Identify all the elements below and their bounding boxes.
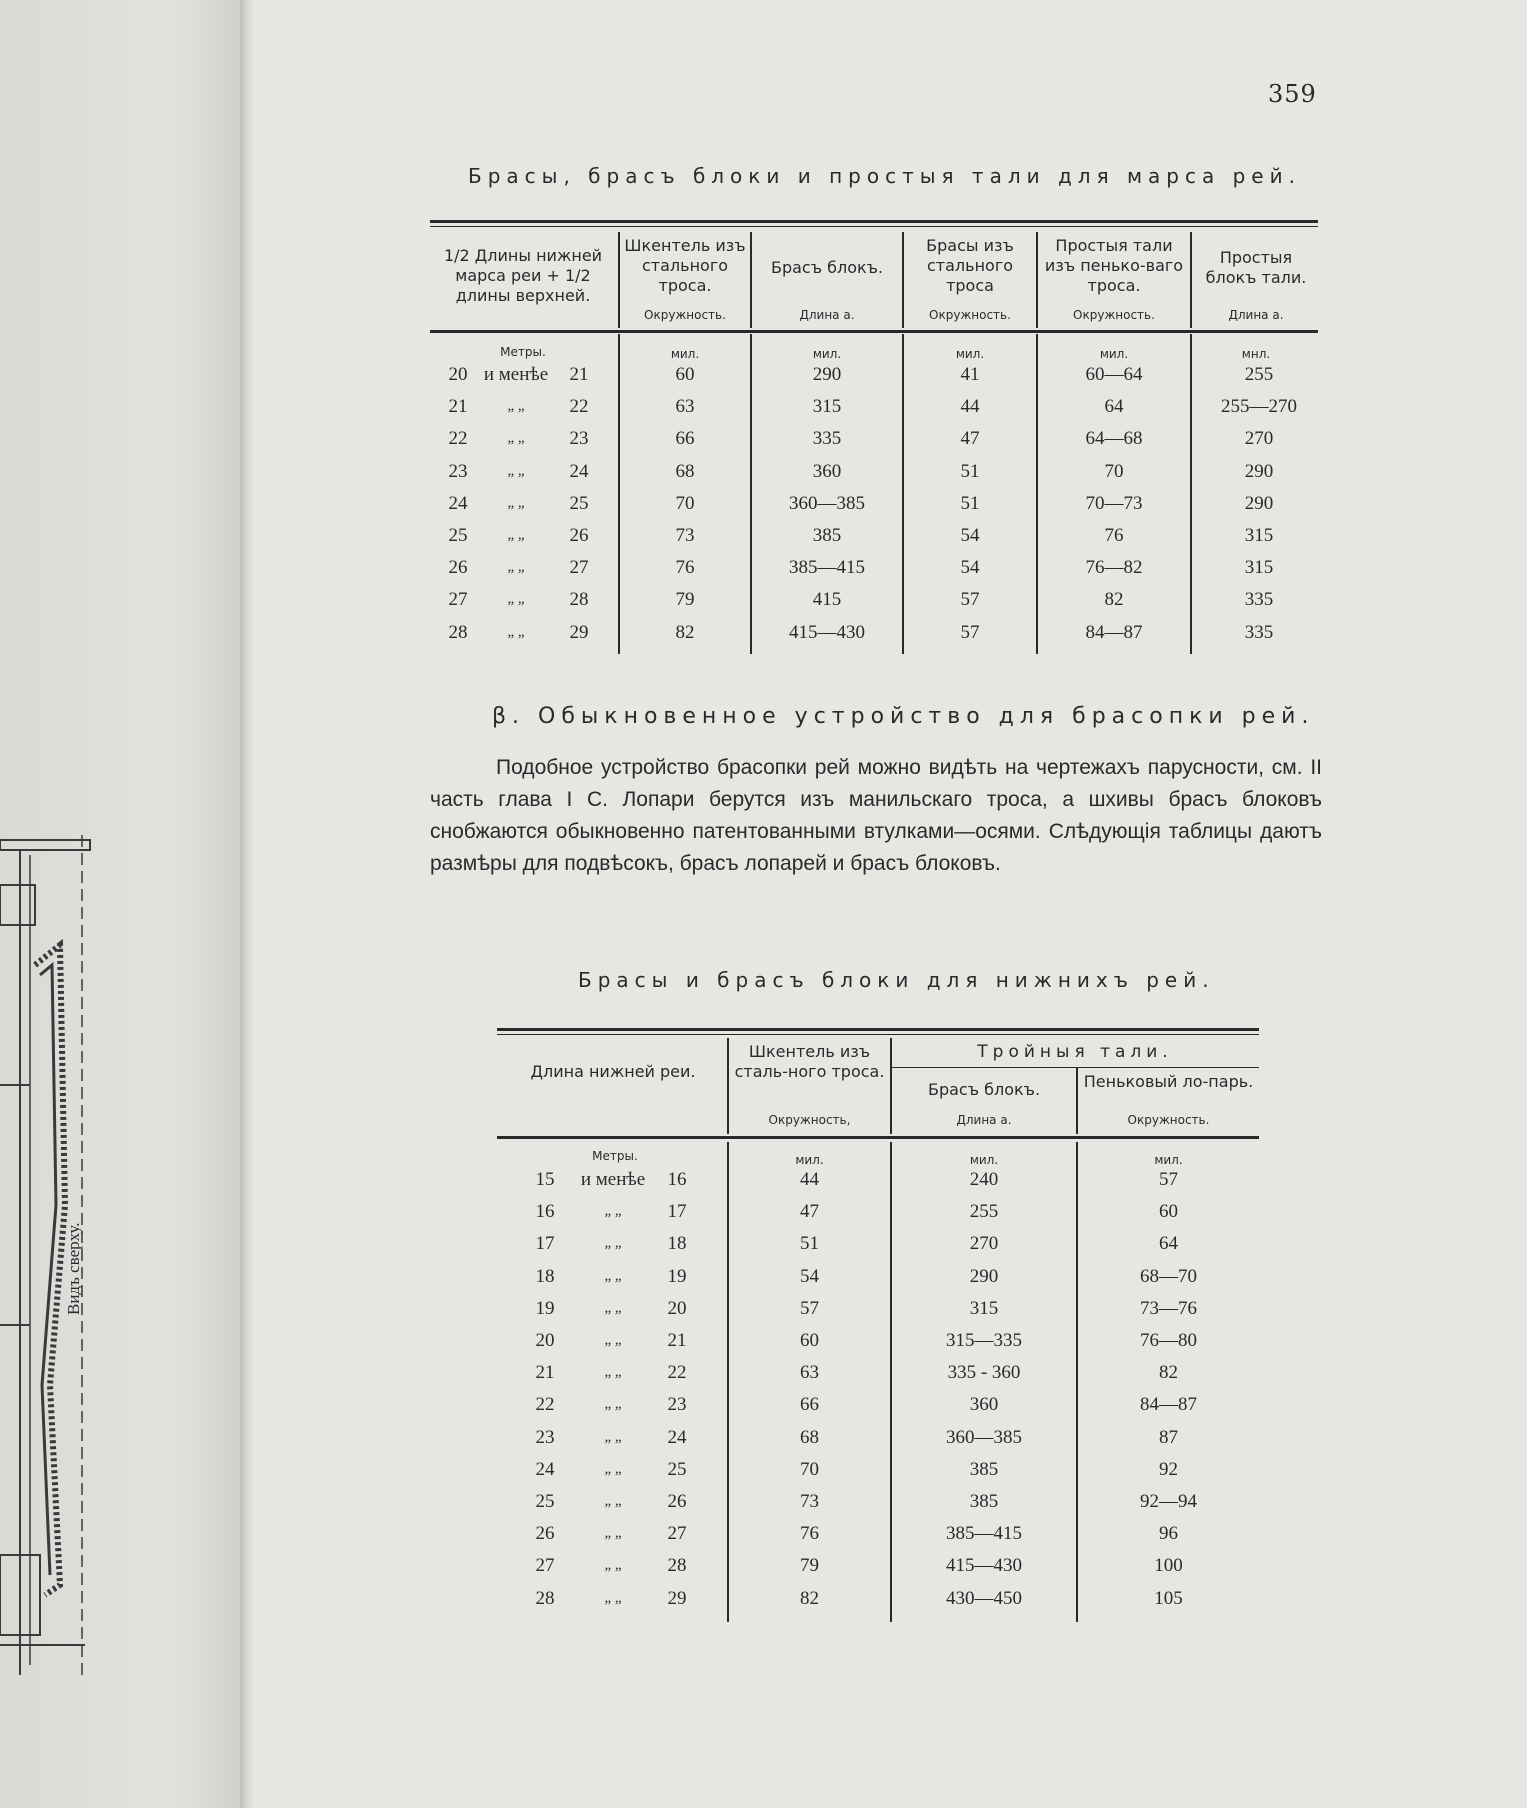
bras-block-cell: 360 (812, 461, 842, 482)
t1-header-2: Брасъ блокъ. (770, 258, 884, 277)
t1-header-3: Брасы изъ стального троса (926, 236, 1014, 295)
range-to-cell: 16 (667, 1169, 687, 1190)
range-from-cell: 24 (448, 493, 468, 514)
lopar-cell: 92—94 (1140, 1491, 1197, 1512)
shkentel-cell: 60 (675, 364, 695, 385)
range-to-cell: 19 (667, 1266, 687, 1287)
range-from-cell: 16 (535, 1201, 555, 1222)
shkentel-cell: 70 (800, 1459, 819, 1480)
tali-cell: 64 (1104, 396, 1124, 417)
tali-cell: 70 (1104, 461, 1124, 482)
shkentel-cell: 82 (800, 1588, 819, 1609)
range-from-cell: 26 (535, 1523, 555, 1544)
t2-header-0: Длина нижней реи. (530, 1062, 696, 1081)
range-to-cell: 24 (667, 1427, 687, 1448)
shkentel-cell: 60 (800, 1330, 819, 1351)
t2-unit-3: мил. (1154, 1153, 1183, 1167)
shkentel-cell: 44 (800, 1169, 819, 1190)
bras-block-cell: 335 - 360 (947, 1362, 1021, 1383)
range-mid-cell: „ „ (507, 398, 525, 414)
t1-header-0: 1/2 Длины нижней марса реи + 1/2 длины верхней. (443, 246, 603, 305)
range-from-cell: 20 (448, 364, 468, 385)
brasy-cell: 54 (960, 557, 980, 578)
lopar-cell: 100 (1154, 1555, 1183, 1576)
brasy-cell: 44 (960, 396, 980, 417)
tali-cell: 64—68 (1085, 428, 1143, 449)
range-from-cell: 23 (448, 461, 468, 482)
tali-block-cell: 255—270 (1221, 396, 1297, 417)
t1-sub-1: Окружность. (644, 308, 726, 322)
range-to-cell: 26 (569, 525, 589, 546)
shkentel-cell: 79 (675, 589, 695, 610)
shkentel-cell: 82 (675, 622, 695, 643)
range-from-cell: 19 (535, 1298, 555, 1319)
brasy-cell: 57 (960, 589, 980, 610)
lopar-cell: 87 (1159, 1427, 1178, 1448)
book-fold (240, 0, 254, 1808)
shkentel-cell: 66 (800, 1394, 819, 1415)
t1-sub-5: Длина a. (1228, 308, 1284, 322)
range-to-cell: 27 (667, 1523, 687, 1544)
bras-block-cell: 415—430 (789, 622, 865, 643)
technical-drawing-fragment (0, 825, 100, 1685)
range-to-cell: 23 (569, 428, 589, 449)
brasy-cell: 54 (960, 525, 980, 546)
tali-block-cell: 335 (1244, 622, 1274, 643)
table2-group-rule (891, 1067, 1259, 1068)
table2-top-rule (497, 1028, 1259, 1031)
bras-block-cell: 415—430 (946, 1555, 1022, 1576)
shkentel-cell: 57 (800, 1298, 819, 1319)
shkentel-cell: 79 (800, 1555, 819, 1576)
range-mid-cell: „ „ (604, 1590, 622, 1606)
range-from-cell: 17 (535, 1233, 555, 1254)
range-from-cell: 24 (535, 1459, 555, 1480)
t2-header-2: Брасъ блокъ. (927, 1080, 1041, 1099)
range-to-cell: 17 (667, 1201, 687, 1222)
bras-block-cell: 430—450 (946, 1588, 1022, 1609)
t1-unit-1: мил. (670, 347, 700, 361)
shkentel-cell: 47 (800, 1201, 819, 1222)
bras-block-cell: 315 (812, 396, 842, 417)
range-to-cell: 26 (667, 1491, 687, 1512)
range-to-cell: 22 (569, 396, 589, 417)
table1-top-rule (430, 220, 1318, 223)
t1-header-5: Простыя блокъ тали. (1205, 248, 1307, 287)
bras-block-cell: 415 (812, 589, 842, 610)
brasy-cell: 51 (960, 493, 980, 514)
range-mid-cell: „ „ (507, 624, 525, 640)
range-mid-cell: „ „ (604, 1364, 622, 1380)
bras-block-cell: 385—415 (946, 1523, 1022, 1544)
body-paragraph (430, 752, 1322, 880)
bras-block-cell: 385 (812, 525, 842, 546)
bras-block-cell: 385 (969, 1459, 999, 1480)
shkentel-cell: 73 (800, 1491, 819, 1512)
shkentel-cell: 76 (675, 557, 695, 578)
shkentel-cell: 68 (675, 461, 695, 482)
bras-block-cell: 335 (812, 428, 842, 449)
range-mid-cell: „ „ (507, 559, 525, 575)
range-mid-cell: „ „ (604, 1461, 622, 1477)
tali-block-cell: 270 (1244, 428, 1274, 449)
t1-unit-0: Метры. (500, 345, 546, 359)
section-heading: β. Обыкновенное устройство для брасопки рей. (492, 704, 1315, 729)
t1-header-1: Шкентель изъ стального троса. (624, 236, 746, 295)
t2-sub-2: Длина a. (956, 1113, 1012, 1127)
shkentel-cell: 63 (800, 1362, 819, 1383)
t2-unit-1: мил. (795, 1153, 824, 1167)
shkentel-cell: 76 (800, 1523, 819, 1544)
range-to-cell: 28 (667, 1555, 687, 1576)
bras-block-cell: 255 (969, 1201, 999, 1222)
range-mid-cell: и менѣе (483, 364, 549, 385)
body-paragraph-text: Подобное устройство брасопки рей можно видѣть на чертежахъ парусности, см. II часть глава I С. Лопари берутся изъ манильскаго троса, а шхивы брасъ блоковъ снобжаются обыкновенно патентованными втулками—осями. Слѣдующія таблицы даютъ размѣры для подвѣсокъ, брасъ лопарей и брасъ блоковъ. (430, 756, 1322, 875)
tali-cell: 76 (1104, 525, 1124, 546)
brasy-cell: 41 (960, 364, 980, 385)
range-mid-cell: „ „ (604, 1429, 622, 1445)
tali-block-cell: 290 (1244, 493, 1274, 514)
drawing-caption: Видъ сверху. (64, 1222, 83, 1315)
range-mid-cell: „ „ (604, 1332, 622, 1348)
range-to-cell: 18 (667, 1233, 687, 1254)
t1-sub-3: Окружность. (929, 308, 1011, 322)
range-to-cell: 21 (569, 364, 589, 385)
range-from-cell: 21 (535, 1362, 555, 1383)
tali-cell: 70—73 (1085, 493, 1143, 514)
t1-sub-2: Длина a. (799, 308, 855, 322)
range-from-cell: 28 (448, 622, 468, 643)
t2-unit-2: мил. (969, 1153, 999, 1167)
shkentel-cell: 68 (800, 1427, 819, 1448)
brasy-cell: 47 (960, 428, 980, 449)
range-to-cell: 25 (667, 1459, 687, 1480)
bras-block-cell: 240 (969, 1169, 999, 1190)
range-mid-cell: „ „ (604, 1268, 622, 1284)
table1-header-rule (430, 330, 1318, 333)
range-mid-cell: „ „ (507, 591, 525, 607)
range-mid-cell: „ „ (507, 463, 525, 479)
range-from-cell: 25 (448, 525, 468, 546)
range-to-cell: 24 (569, 461, 589, 482)
t2-header-3: Пеньковый ло-парь. (1083, 1072, 1254, 1091)
bras-block-cell: 315 (969, 1298, 999, 1319)
range-mid-cell: „ „ (507, 430, 525, 446)
t1-unit-2: мил. (812, 347, 842, 361)
range-mid-cell: „ „ (507, 495, 525, 511)
bras-block-cell: 385 (969, 1491, 999, 1512)
table1-title: Брасы, брасъ блоки и простыя тали для марса рей. (468, 164, 1301, 188)
tali-cell: 84—87 (1085, 622, 1143, 643)
table1-top-rule-thin (430, 226, 1318, 227)
range-from-cell: 15 (535, 1169, 555, 1190)
lopar-cell: 96 (1159, 1523, 1178, 1544)
t1-sub-4: Окружность. (1073, 308, 1155, 322)
bras-block-cell: 385—415 (789, 557, 865, 578)
range-from-cell: 27 (448, 589, 468, 610)
page-number: 359 (1268, 80, 1317, 108)
lopar-cell: 68—70 (1140, 1266, 1197, 1287)
bras-block-cell: 290 (969, 1266, 999, 1287)
t2-header-1: Шкентель изъ сталь-ного троса. (734, 1042, 885, 1081)
t2-group-header: Тройныя тали. (977, 1042, 1173, 1062)
shkentel-cell: 51 (800, 1233, 819, 1254)
bras-block-cell: 360 (969, 1394, 999, 1415)
range-from-cell: 26 (448, 557, 468, 578)
table2-header-rule (497, 1136, 1259, 1139)
shkentel-cell: 70 (675, 493, 695, 514)
bras-block-cell: 270 (969, 1233, 999, 1254)
lopar-cell: 57 (1159, 1169, 1178, 1190)
range-from-cell: 25 (535, 1491, 555, 1512)
range-from-cell: 20 (535, 1330, 555, 1351)
shkentel-cell: 63 (675, 396, 695, 417)
t2-sub-3: Окружность. (1127, 1113, 1210, 1127)
range-mid-cell: „ „ (604, 1396, 622, 1412)
range-from-cell: 21 (448, 396, 468, 417)
t1-unit-4: мил. (1099, 347, 1129, 361)
range-to-cell: 20 (667, 1298, 687, 1319)
range-to-cell: 21 (667, 1330, 687, 1351)
lopar-cell: 73—76 (1140, 1298, 1197, 1319)
brasy-cell: 51 (960, 461, 980, 482)
t1-unit-5: мнл. (1241, 347, 1271, 361)
range-to-cell: 28 (569, 589, 589, 610)
range-to-cell: 22 (667, 1362, 687, 1383)
bras-block-cell: 290 (812, 364, 842, 385)
tali-cell: 76—82 (1085, 557, 1143, 578)
range-to-cell: 29 (667, 1588, 687, 1609)
shkentel-cell: 73 (675, 525, 695, 546)
lopar-cell: 60 (1159, 1201, 1178, 1222)
lopar-cell: 64 (1159, 1233, 1178, 1254)
tali-block-cell: 315 (1244, 525, 1274, 546)
tali-cell: 60—64 (1085, 364, 1143, 385)
tali-cell: 82 (1104, 589, 1124, 610)
t2-unit-0: Метры. (592, 1149, 638, 1163)
range-from-cell: 22 (535, 1394, 555, 1415)
range-to-cell: 29 (569, 622, 589, 643)
range-mid-cell: „ „ (604, 1525, 622, 1541)
bras-block-cell: 315—335 (946, 1330, 1022, 1351)
tali-block-cell: 290 (1244, 461, 1274, 482)
lopar-cell: 84—87 (1140, 1394, 1197, 1415)
range-to-cell: 25 (569, 493, 589, 514)
range-from-cell: 18 (535, 1266, 555, 1287)
t1-unit-3: мил. (955, 347, 985, 361)
range-from-cell: 22 (448, 428, 468, 449)
lopar-cell: 82 (1159, 1362, 1178, 1383)
range-mid-cell: „ „ (604, 1557, 622, 1573)
range-mid-cell: „ „ (507, 527, 525, 543)
table2-top-rule-thin (497, 1034, 1259, 1035)
range-mid-cell: „ „ (604, 1235, 622, 1251)
lopar-cell: 76—80 (1140, 1330, 1197, 1351)
shkentel-cell: 66 (675, 428, 695, 449)
range-mid-cell: „ „ (604, 1300, 622, 1316)
t1-header-4: Простыя тали изъ пенько-ваго троса. (1044, 236, 1184, 295)
bras-block-cell: 360—385 (789, 493, 865, 514)
range-from-cell: 27 (535, 1555, 555, 1576)
range-to-cell: 23 (667, 1394, 687, 1415)
tali-block-cell: 335 (1244, 589, 1274, 610)
shkentel-cell: 54 (800, 1266, 819, 1287)
lopar-cell: 105 (1154, 1588, 1183, 1609)
range-from-cell: 23 (535, 1427, 555, 1448)
tali-block-cell: 255 (1244, 364, 1274, 385)
range-to-cell: 27 (569, 557, 589, 578)
range-from-cell: 28 (535, 1588, 555, 1609)
range-mid-cell: и менѣе (580, 1169, 646, 1190)
bras-block-cell: 360—385 (946, 1427, 1022, 1448)
table2-title: Брасы и брасъ блоки для нижнихъ рей. (578, 968, 1215, 992)
t2-sub-1: Окружность, (768, 1113, 851, 1127)
lopar-cell: 92 (1159, 1459, 1178, 1480)
tali-block-cell: 315 (1244, 557, 1274, 578)
brasy-cell: 57 (960, 622, 980, 643)
range-mid-cell: „ „ (604, 1493, 622, 1509)
range-mid-cell: „ „ (604, 1203, 622, 1219)
